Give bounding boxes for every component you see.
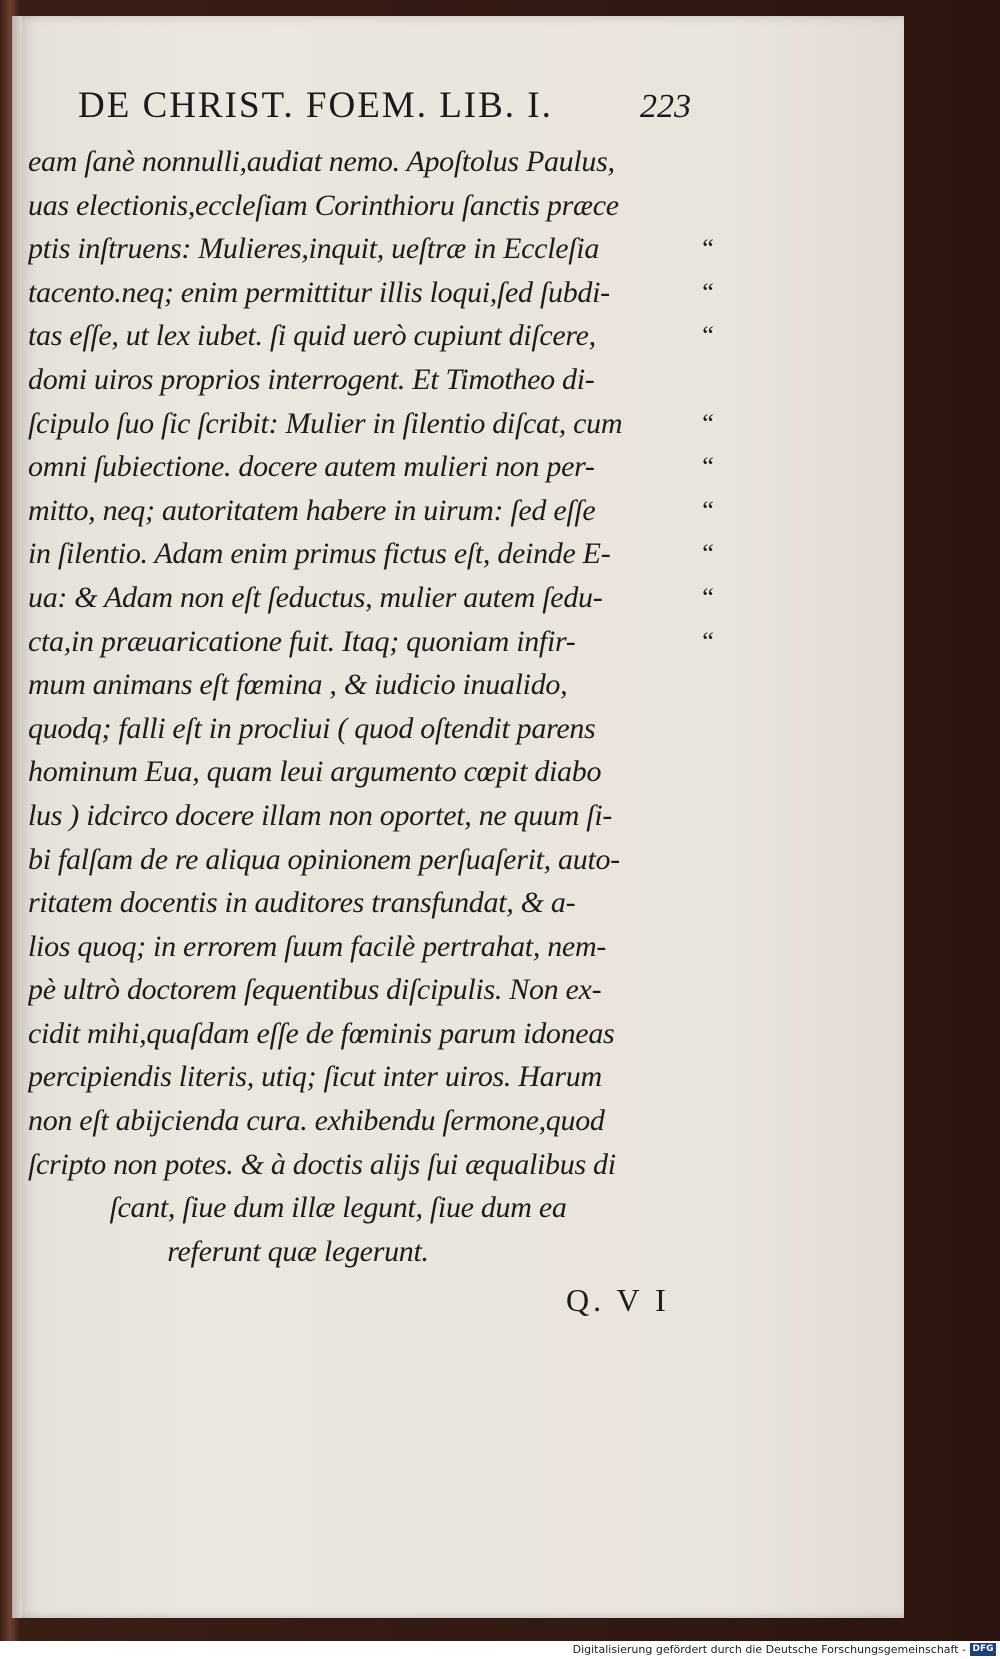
- text-line: referunt quæ legerunt.: [167, 1234, 429, 1268]
- catchword: Q. V I: [566, 1282, 670, 1318]
- text-line: in ſilentio. Adam enim primus fictus eſt, deinde E-: [28, 537, 611, 571]
- text-line: mitto, neq; autoritatem habere in uirum: ſed eſſe: [28, 493, 596, 527]
- footer-credit: Digitalisierung gefördert durch die Deutsche Forschungsgemeinschaft -: [572, 1643, 966, 1656]
- quote-mark: “: [702, 234, 714, 264]
- text-line: lios quoq; in errorem ſuum facilè pertrahat, nem-: [28, 929, 607, 963]
- text-line: ſcipulo ſuo ſic ſcribit: Mulier in ſilentio diſcat, cum: [28, 406, 623, 440]
- text-line: mum animans eſt fœmina , & iudicio inualido,: [28, 668, 568, 702]
- text-line: cidit mihi,quaſdam eſſe de fœminis parum idoneas: [28, 1016, 615, 1050]
- quote-mark: “: [702, 582, 714, 612]
- text-line: tas eſſe, ut lex iubet. ſi quid uerò cupiunt diſcere,: [28, 319, 596, 353]
- quote-mark: [688, 358, 728, 402]
- quote-mark: “: [702, 495, 714, 525]
- quote-mark: “: [702, 539, 714, 569]
- quote-mark: “: [702, 277, 714, 307]
- text-line: uas electionis,eccleſiam Corinthioru ſanctis præce: [28, 188, 619, 222]
- text-line: domi uiros proprios interrogent. Et Timotheo di-: [28, 362, 595, 396]
- running-head: DE CHRIST. FOEM. LIB. I.: [78, 85, 553, 126]
- quote-mark: “: [702, 452, 714, 482]
- text-line: bi falſam de re aliqua opinionem perſuaſerit, auto-: [28, 842, 620, 876]
- text-line: lus ) idcirco docere illam non oportet, ne quum ſi-: [28, 798, 613, 832]
- text-line: non eſt abijcienda cura. exhibendu ſermone,quod: [28, 1104, 605, 1138]
- text-line: cta,in præuaricatione fuit. Itaq; quoniam infir-: [28, 624, 576, 658]
- quote-mark: “: [702, 408, 714, 438]
- text-line: ptis inſtruens: Mulieres,inquit, ueſtræ in Eccleſia: [28, 232, 600, 266]
- text-line: quodq; falli eſt in procliui ( quod oſtendit parens: [28, 711, 596, 745]
- text-line: ſcripto non potes. & à doctis alijs ſui æqualibus di: [28, 1147, 616, 1181]
- dfg-logo: DFG: [970, 1643, 996, 1656]
- quote-mark: [688, 184, 728, 228]
- text-line: eam ſanè nonnulli,audiat nemo. Apoſtolus Paulus,: [28, 145, 615, 178]
- text-line: pè ultrò doctorem ſequentibus diſcipulis. Non ex-: [28, 973, 602, 1007]
- text-line: percipiendis literis, utiq; ſicut inter uiros. Harum: [28, 1060, 602, 1094]
- marginal-quote-marks: [688, 140, 728, 663]
- text-line: ua: & Adam non eſt ſeductus, mulier autem ſedu-: [28, 580, 603, 614]
- text-line: tacento.neq; enim permittitur illis loqui,ſed ſubdi-: [28, 275, 610, 309]
- page-gutter-edge: [12, 16, 22, 1618]
- quote-mark: [688, 140, 728, 184]
- text-line: ſcant, ſiue dum illæ legunt, ſiue dum ea: [109, 1191, 567, 1225]
- quote-mark: “: [702, 626, 714, 656]
- text-line: hominum Eua, quam leui argumento cœpit diabo: [28, 755, 602, 789]
- quote-mark: “: [702, 321, 714, 351]
- page-number: 223: [640, 88, 691, 125]
- body-text: [28, 140, 688, 1273]
- text-line: ritatem docentis in auditores transfundat, & a-: [28, 886, 576, 920]
- text-line: omni ſubiectione. docere autem mulieri non per-: [28, 450, 595, 484]
